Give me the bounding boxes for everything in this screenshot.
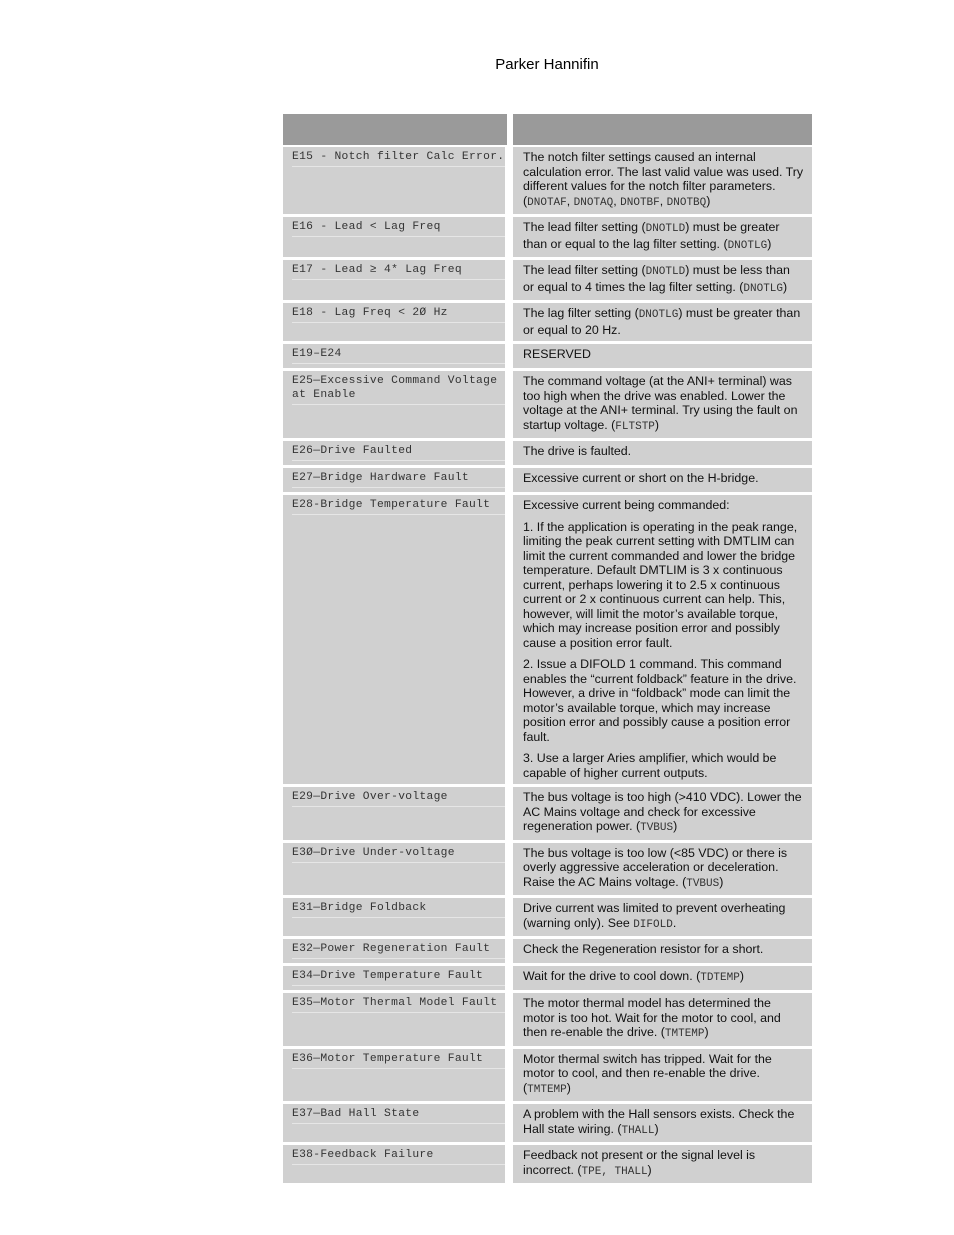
page-header: Parker Hannifin [495, 56, 599, 73]
command-name: TVBUS [640, 822, 674, 834]
description-segment: RESERVED [523, 347, 591, 361]
error-code: E28-Bridge Temperature Fault [292, 498, 505, 515]
table-row [283, 147, 812, 217]
header-cell-description [513, 114, 812, 145]
description-segment: Check the Regeneration resistor for a short. [523, 942, 764, 956]
error-code: E37—Bad Hall State [292, 1107, 505, 1124]
description-text [523, 444, 804, 459]
error-code-cell [283, 303, 513, 341]
command-name: TPE, THALL [581, 1165, 648, 1178]
table-row [283, 468, 812, 495]
description-text [523, 846, 804, 892]
description-segment: The bus voltage is too low (<85 VDC) or there is overly aggressive acceleration or deceleration. Raise the AC Mains voltage. ( [523, 845, 788, 889]
description-text [523, 347, 804, 362]
error-code-cell [283, 260, 513, 300]
error-description-cell [513, 898, 812, 936]
command-name: DNOTBF [620, 196, 660, 209]
description-segment: ) [673, 819, 678, 833]
description-segment: The lead filter setting ( [523, 263, 646, 277]
description-text [523, 374, 804, 434]
command-name: TDTEMP [700, 972, 740, 984]
error-description-cell [513, 303, 812, 341]
error-description-cell [513, 787, 812, 840]
error-description-cell [513, 495, 812, 784]
error-description-cell [513, 260, 812, 300]
description-segment: The lead filter setting ( [523, 220, 646, 234]
error-code: E3Ø—Drive Under-voltage [292, 846, 505, 863]
description-segment: A problem with the Hall sensors exists. Check the Hall state wiring. ( [523, 1107, 795, 1136]
error-code: E25—Excessive Command Voltage at Enable [292, 374, 505, 405]
error-description-cell [513, 468, 812, 492]
command-name: FLTSTP [615, 420, 655, 433]
command-name: DNOTLD [645, 266, 686, 278]
table-row [283, 1049, 812, 1105]
error-code: E16 - Lead < Lag Freq [292, 220, 505, 237]
error-code-cell [283, 939, 513, 963]
error-code-cell [283, 787, 513, 840]
error-code-cell [283, 344, 513, 368]
table-row [283, 993, 812, 1049]
description-segment: The bus voltage is too high (>410 VDC). Lower the AC Mains voltage and check for excessive regeneration power. ( [523, 790, 802, 833]
description-paragraph: 3. Use a larger Aries amplifier, which would be capable of higher current outputs. [523, 751, 777, 780]
command-name: THALL [621, 1124, 655, 1137]
description-segment: Motor thermal switch has tripped. Wait for the motor to cool, and then re-enable the drive. ( [523, 1051, 772, 1095]
command-name: DNOTLG [743, 282, 783, 295]
error-code-cell [283, 371, 513, 438]
table-row [283, 898, 812, 939]
description-segment: Feedback not present or the signal level is incorrect. ( [523, 1148, 756, 1177]
description-segment: , [613, 193, 621, 208]
description-text [523, 220, 804, 253]
description-segment: , [659, 193, 667, 208]
description-text [523, 306, 804, 337]
description-segment: ) [566, 1080, 571, 1095]
error-code: E27—Bridge Hardware Fault [292, 471, 505, 488]
description-text [523, 263, 804, 296]
table-row [283, 260, 812, 303]
error-code: E35—Motor Thermal Model Fault [292, 996, 505, 1013]
error-code: E36—Motor Temperature Fault [292, 1052, 505, 1069]
description-segment: The lag filter setting ( [523, 306, 639, 320]
error-description-cell [513, 1049, 812, 1102]
description-paragraph: 2. Issue a DIFOLD 1 command. This command enables the “current foldback” feature in the drive. However, a drive in “foldback” mode can limit the motor’s available torque, which may increase position error and possibly cause a position error fault. [523, 657, 797, 744]
error-code-cell [283, 441, 513, 465]
description-segment: ) must be greater than or equal to the lag filter setting. ( [523, 220, 780, 251]
command-name: DIFOLD [633, 918, 673, 931]
description-segment: . [672, 915, 677, 930]
table-row [283, 344, 812, 371]
description-text [523, 1052, 804, 1098]
description-segment: ) [783, 279, 788, 294]
error-description-cell [513, 939, 812, 963]
error-description-cell [513, 843, 812, 896]
error-code: E18 - Lag Freq < 2Ø Hz [292, 306, 505, 323]
description-text [523, 150, 804, 210]
description-text [523, 1148, 804, 1179]
description-segment: ) [654, 1121, 659, 1136]
error-code-cell [283, 1145, 513, 1183]
command-name: TVBUS [686, 877, 720, 890]
description-text [523, 969, 804, 986]
table-row [283, 495, 812, 787]
error-description-cell [513, 993, 812, 1046]
command-name: DNOTLG [638, 309, 679, 321]
error-code: E32—Power Regeneration Fault [292, 942, 505, 959]
table-row [283, 787, 812, 843]
table-row [283, 441, 812, 468]
description-segment: Wait for the drive to cool down. ( [523, 969, 701, 983]
header-cell-code [283, 114, 513, 145]
description-segment: The command voltage (at the ANI+ terminal) was too high when the drive was enabled. Lower the voltage at the ANI+ terminal. Try using the fault on startup voltage. ( [523, 374, 798, 432]
error-code-cell [283, 966, 513, 990]
description-segment: ) [704, 1025, 709, 1039]
error-code: E26—Drive Faulted [292, 444, 505, 461]
error-code-cell [283, 843, 513, 896]
table-row [283, 1145, 812, 1186]
table-row [283, 303, 812, 344]
description-segment: The motor thermal model has determined the motor is too hot. Wait for the motor to cool, and then re-enable the drive. ( [523, 996, 781, 1039]
command-name: DNOTLG [727, 239, 768, 252]
error-code: E34—Drive Temperature Fault [292, 969, 505, 986]
command-name: TMTEMP [527, 1083, 567, 1096]
error-description-cell [513, 441, 812, 465]
error-code-cell [283, 898, 513, 936]
description-segment: Excessive current or short on the H-bridge. [523, 471, 759, 485]
error-code-cell [283, 1049, 513, 1102]
error-code-cell [283, 1104, 513, 1142]
table-row [283, 939, 812, 966]
error-code-cell [283, 147, 513, 214]
table-row [283, 1104, 812, 1145]
error-code: E15 - Notch filter Calc Error. [292, 150, 505, 167]
description-segment: ) [739, 969, 744, 983]
error-description-cell [513, 1104, 812, 1142]
error-code: E29—Drive Over-voltage [292, 790, 505, 807]
description-segment: Drive current was limited to prevent overheating (warning only). See [523, 901, 786, 930]
description-text [523, 471, 804, 486]
error-code: E31—Bridge Foldback [292, 901, 505, 918]
description-segment: ) [767, 236, 772, 251]
description-segment: The notch filter settings caused an internal calculation error. The last valid value was used. Try different values for the notch filter parameters. ( [523, 150, 804, 208]
description-paragraph: 1. If the application is operating in the peak range, limiting the peak current setting with DMTLIM can limit the current commanded and lower the bridge temperature. Default DMTLIM is 3 x continuous current, perhaps lowering it to 2.5 x continuous current or 2 x continuous current can help. This, however, will limit the motor’s available torque, which may increase position error and possibly cause a position error fault. [523, 519, 798, 650]
error-code: E17 - Lead ≥ 4* Lag Freq [292, 263, 505, 280]
command-name: DNOTLD [645, 223, 686, 235]
description-paragraph: Excessive current being commanded: [523, 498, 730, 512]
table-row [283, 217, 812, 260]
description-segment: ) [706, 193, 711, 208]
description-text [523, 942, 804, 957]
error-description-cell [513, 1145, 812, 1183]
description-text [523, 790, 804, 836]
description-segment: , [566, 193, 574, 208]
error-code-cell [283, 468, 513, 492]
error-description-cell [513, 344, 812, 368]
description-segment: The drive is faulted. [523, 444, 632, 458]
description-segment: ) [647, 1162, 652, 1177]
table-row [283, 843, 812, 899]
error-description-cell [513, 966, 812, 990]
description-segment: ) [719, 874, 724, 889]
command-name: DNOTAQ [573, 196, 614, 209]
error-description-cell [513, 147, 812, 214]
table-body [283, 147, 812, 1186]
error-description-cell [513, 217, 812, 257]
error-code: E19–E24 [292, 347, 505, 364]
description-text [523, 901, 804, 932]
description-segment: ) must be less than or equal to 4 times the lag filter setting. ( [523, 263, 790, 294]
description-segment: ) [654, 417, 660, 432]
error-code-table [283, 114, 812, 1186]
table-row [283, 966, 812, 993]
table-row [283, 371, 812, 441]
error-description-cell [513, 371, 812, 438]
command-name: DNOTAF [527, 196, 567, 209]
description-text [523, 996, 804, 1042]
error-code-cell [283, 993, 513, 1046]
error-code-cell [283, 495, 513, 784]
command-name: TMTEMP [664, 1028, 705, 1040]
description-text [523, 1107, 804, 1138]
description-segment: ) must be greater than or equal to 20 Hz. [523, 306, 801, 337]
error-code-cell [283, 217, 513, 257]
table-header [283, 114, 812, 145]
command-name: DNOTBQ [666, 196, 707, 209]
error-code: E38-Feedback Failure [292, 1148, 505, 1165]
